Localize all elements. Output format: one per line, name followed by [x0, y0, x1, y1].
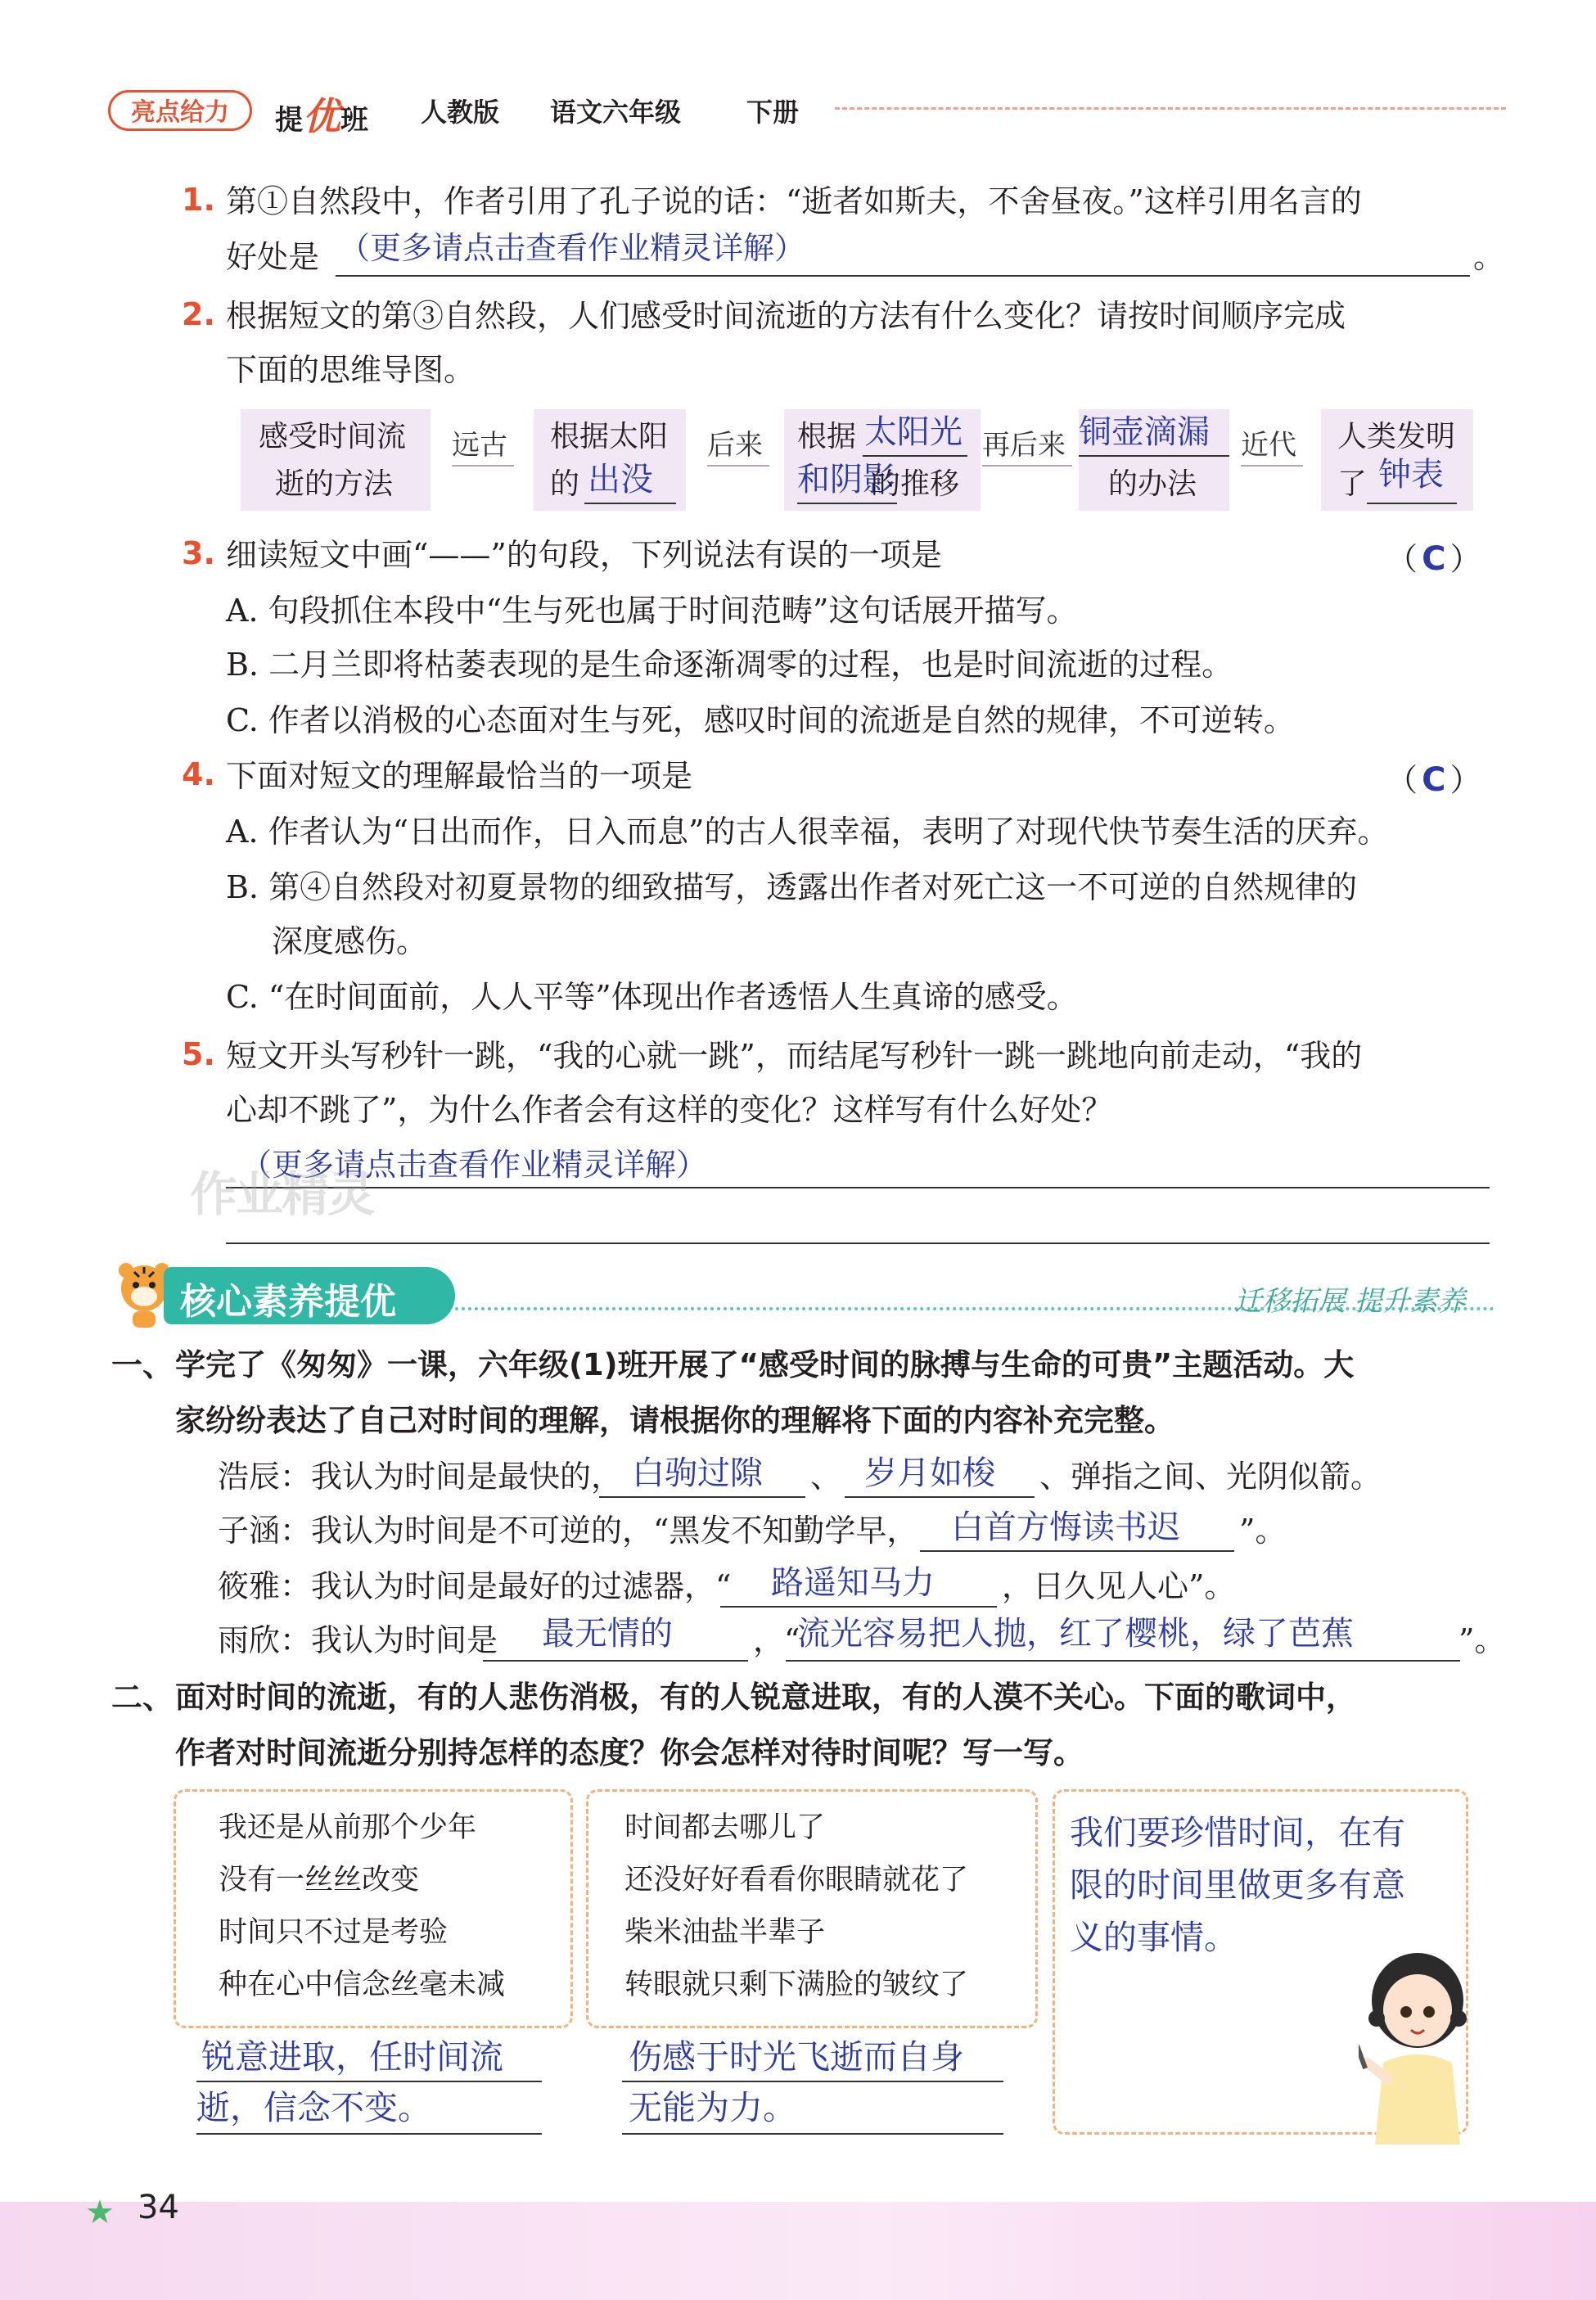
section-title: 核心素养提优: [180, 1281, 396, 1323]
mindmap-even-later-l2: 的办法: [1108, 467, 1197, 501]
mindmap-modern-l1: 人类发明: [1337, 420, 1456, 453]
q4-option-b-cont: 深度感伤。: [272, 923, 428, 959]
part2-label: 二、: [111, 1680, 174, 1716]
series-title: [275, 87, 368, 141]
mindmap-arrow-ancient: [452, 422, 507, 462]
answer2-text2: 无能为力。: [629, 2088, 796, 2127]
answer2-text1: 伤感于时光飞逝而自身: [629, 2037, 964, 2077]
mindmap-arrow-even-later: [982, 422, 1066, 462]
youya-answer: 路遥知马力: [771, 1564, 935, 1602]
series-suffix: 班: [340, 104, 368, 137]
q4-option-b: B. 第④自然段对初夏景物的细致描写，透露出作者对死亡这一不可逆的自然规律的: [226, 869, 1358, 905]
brand-logo: 亮点给力: [108, 90, 252, 131]
q4-option-a: A. 作者认为“日出而作，日入而息”的古人很幸福，表明了对现代快节奏生活的厌弃。: [226, 814, 1389, 850]
subject: 语文六年级: [550, 97, 682, 128]
mindmap-topic-l2: 逝的方法: [275, 467, 394, 501]
mindmap-later-blank1[interactable]: [863, 411, 967, 457]
mindmap-box-topic: [241, 409, 431, 511]
mindmap-box-modern: [1321, 409, 1473, 511]
yuxin-suffix: ”。: [1458, 1622, 1506, 1658]
publisher: 人教版: [421, 97, 500, 128]
mindmap-arrow-even-later-label: 再后来: [982, 429, 1066, 462]
q3-paren-open: （: [1386, 541, 1418, 577]
answer2-line2[interactable]: [622, 2082, 1003, 2135]
yuxin-prefix: 雨欣：我认为时间是: [218, 1622, 498, 1658]
q5-line1: 短文开头写秒针一跳，“我的心就一跳”，而结尾写秒针一跳一跳地向前走动，“我的: [226, 1038, 1363, 1074]
zihan-answer: 白首方悔读书迟: [951, 1509, 1180, 1546]
lyrics1-line3: 时间只不过是考验: [219, 1916, 449, 1949]
lyrics1-line1: 我还是从前那个少年: [219, 1811, 477, 1844]
yuxin-answer1: 最无情的: [542, 1615, 673, 1653]
mindmap-even-later-blank[interactable]: [1079, 411, 1229, 457]
yuxin-blank2[interactable]: [786, 1611, 1460, 1662]
mindmap-topic-l1: 感受时间流: [259, 420, 407, 453]
zihan-blank[interactable]: [920, 1501, 1234, 1552]
zihan-prefix: 子涵：我认为时间是不可逆的，“黑发不知勤学早，: [218, 1513, 918, 1549]
mindmap-arrow-ancient-label: 远古: [452, 429, 507, 462]
mindmap-box-even-later: [1079, 409, 1229, 511]
volume: 下册: [746, 97, 800, 128]
q5-answer-line2[interactable]: [226, 1195, 1490, 1244]
mindmap-ancient-l1: 根据太阳: [550, 420, 669, 453]
q3-option-c: C. 作者以消极的心态面对生与死，感叹时间的流逝是自然的规律，不可逆转。: [226, 702, 1295, 738]
q1-period: 。: [1473, 239, 1505, 275]
q5-answer-line1[interactable]: [226, 1139, 1490, 1188]
mindmap-box-later: [784, 409, 981, 511]
q1-number: 1.: [182, 182, 215, 218]
lyrics1-line2: 没有一丝丝改变: [219, 1864, 420, 1896]
mindmap-ancient-l2: 的: [550, 467, 580, 501]
mindmap-later-l2: 的推移: [871, 467, 960, 501]
mindmap-ancient-answer: 出没: [588, 461, 653, 498]
youya-prefix: 筱雅：我认为时间是最好的过滤器，“: [218, 1568, 732, 1604]
answer3-line2: 限的时间里做更多有意: [1070, 1865, 1405, 1905]
q2-line2: 下面的思维导图。: [226, 352, 476, 388]
q4-paren-open: （: [1386, 762, 1418, 798]
haochen-blank1[interactable]: [599, 1447, 805, 1498]
answer1-text1: 锐意进取，任时间流: [201, 2037, 503, 2077]
haochen-suffix: 、弹指之间、光阴似箭。: [1039, 1459, 1382, 1495]
q3-option-a: A. 句段抓住本段中“生与死也属于时间范畴”这句话展开描写。: [226, 593, 1078, 629]
mindmap-modern-answer: 钟表: [1378, 456, 1444, 494]
mindmap-arrow-modern-label: 近代: [1241, 429, 1296, 462]
q5-line2: 心却不跳了”，为什么作者会有这样的变化？这样写有什么好处？: [226, 1092, 1113, 1128]
series-highlight: 优: [303, 94, 340, 138]
part1-line2: 家纷纷表达了自己对时间的理解，请根据你的理解将下面的内容补充完整。: [175, 1403, 1174, 1438]
q1-answer-line[interactable]: [336, 230, 1470, 277]
lyrics-box-2: [586, 1789, 1038, 2028]
answer3-line1: 我们要珍惜时间，在有: [1070, 1813, 1405, 1852]
footer-band: [0, 2202, 1596, 2300]
mindmap-arrow-later-label: 后来: [707, 429, 763, 462]
mindmap-modern-blank[interactable]: [1367, 458, 1457, 504]
mindmap-ancient-blank[interactable]: [584, 458, 676, 504]
lyrics1-line4: 种在心中信念丝毫未减: [219, 1969, 506, 2001]
watermark: 作业精灵: [190, 1166, 374, 1222]
q5-number: 5.: [182, 1036, 215, 1072]
lyrics2-line1: 时间都去哪儿了: [624, 1811, 826, 1844]
section-subtitle: 迁移拓展 提升素养: [1234, 1285, 1466, 1318]
mindmap-later-answer2: 和阴影: [797, 461, 895, 498]
q1-line1: 第①自然段中，作者引用了孔子说的话：“逝者如斯夫，不舍昼夜。”这样引用名言的: [226, 183, 1362, 219]
answer1-text2: 逝，信念不变。: [196, 2088, 431, 2127]
q3-answer: C: [1422, 540, 1446, 578]
youya-blank[interactable]: [720, 1557, 997, 1608]
lyrics-box-1: [174, 1789, 573, 2028]
mindmap-arrow-later: [707, 422, 763, 462]
answer1-line1[interactable]: [196, 2030, 542, 2082]
q3-stem: 细读短文中画“——”的句段，下列说法有误的一项是: [226, 537, 942, 573]
girl-illustration: [1359, 1940, 1473, 2153]
mindmap-later-l1: 根据: [797, 420, 857, 453]
yuxin-blank1[interactable]: [483, 1611, 748, 1662]
haochen-answer1: 白驹过隙: [632, 1454, 763, 1492]
lyrics2-line4: 转眼就只剩下满脸的皱纹了: [624, 1969, 969, 2001]
series-prefix: 提: [275, 104, 303, 137]
haochen-answer2: 岁月如梭: [864, 1454, 995, 1492]
part2-line2: 作者对时间流逝分别持怎样的态度？你会怎样对待时间呢？写一写。: [175, 1735, 1084, 1770]
haochen-prefix: 浩辰：我认为时间是最快的，: [218, 1459, 623, 1495]
q3-answer-paren[interactable]: [1386, 534, 1485, 579]
answer1-line2[interactable]: [196, 2082, 542, 2135]
q3-paren-close: ）: [1449, 541, 1481, 577]
q3-number: 3.: [182, 535, 215, 571]
q2-number: 2.: [182, 296, 215, 332]
lyrics2-line2: 还没好好看看你眼睛就花了: [624, 1864, 969, 1896]
haochen-blank2[interactable]: [845, 1447, 1035, 1498]
q4-paren-close: ）: [1449, 762, 1481, 798]
youya-suffix: ，日久见人心”。: [1002, 1568, 1236, 1604]
answer3-line3: 义的事情。: [1070, 1918, 1238, 1957]
mindmap-box-ancient: [534, 409, 686, 511]
q2-line1: 根据短文的第③自然段，人们感受时间流逝的方法有什么变化？请按时间顺序完成: [226, 298, 1346, 334]
page-number: 34: [138, 2189, 179, 2226]
q4-stem: 下面对短文的理解最恰当的一项是: [226, 758, 693, 794]
q4-number: 4.: [182, 756, 215, 792]
haochen-sep: 、: [810, 1459, 842, 1495]
mindmap-later-answer1: 太阳光: [864, 413, 963, 451]
q4-answer-paren[interactable]: [1386, 755, 1485, 800]
q1-prefix: 好处是: [226, 239, 320, 275]
part1-line1: 学完了《匆匆》一课，六年级(1)班开展了“感受时间的脉搏与生命的可贵”主题活动。大: [175, 1347, 1355, 1382]
q4-option-c: C. “在时间面前，人人平等”体现出作者透悟人生真谛的感受。: [226, 979, 1078, 1015]
answer2-line1[interactable]: [622, 2030, 1003, 2082]
mindmap-modern-l2: 了: [1337, 467, 1368, 501]
mindmap-arrow-modern: [1241, 422, 1296, 462]
header-rule: [835, 107, 1506, 110]
yuxin-answer2: 流光容易把人抛，红了樱桃，绿了芭蕉: [797, 1615, 1354, 1653]
zihan-suffix: ”。: [1239, 1513, 1287, 1549]
mindmap-even-later-answer: 铜壶滴漏: [1079, 413, 1210, 451]
yuxin-mid: ，“: [753, 1622, 800, 1658]
lyrics2-line3: 柴米油盐半辈子: [624, 1916, 826, 1949]
section-banner: [164, 1267, 455, 1324]
q5-answer: （更多请点击查看作业精灵详解）: [241, 1147, 708, 1183]
q3-option-b: B. 二月兰即将枯萎表现的是生命逐渐凋零的过程，也是时间流逝的过程。: [226, 647, 1233, 683]
q1-answer: （更多请点击查看作业精灵详解）: [339, 230, 806, 266]
part2-line1: 面对时间的流逝，有的人悲伤消极，有的人锐意进取，有的人漠不关心。下面的歌词中，: [175, 1680, 1356, 1715]
part1-label: 一、: [111, 1347, 174, 1383]
star-icon: ★: [85, 2194, 115, 2231]
q4-answer: C: [1422, 761, 1446, 799]
